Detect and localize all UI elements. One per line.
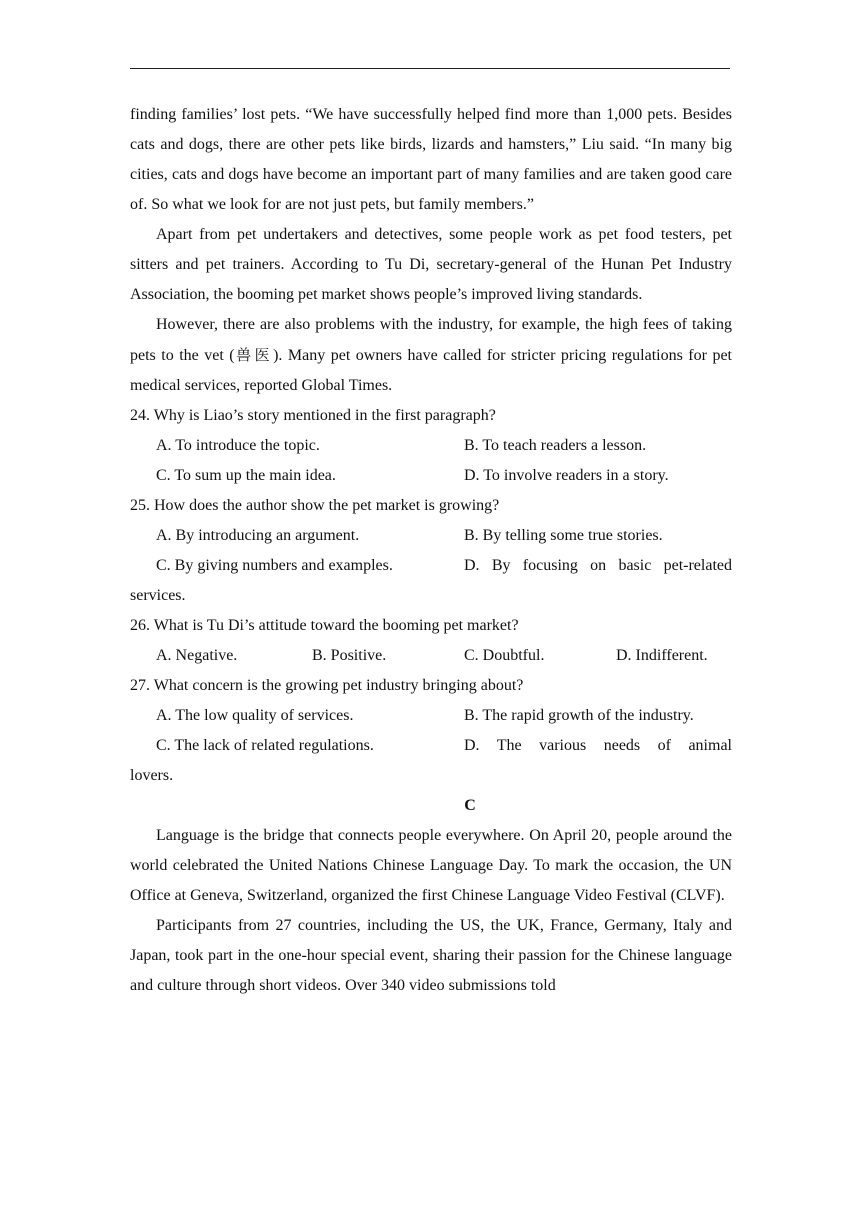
option-c[interactable]: C. To sum up the main idea. xyxy=(156,467,336,484)
question-27 xyxy=(130,671,732,791)
question-26 xyxy=(130,611,732,671)
option-c[interactable]: C. By giving numbers and examples. xyxy=(156,557,393,574)
passage-c-paragraph-1: Language is the bridge that connects people everywhere. On April 20, people around the world celebrated the United Nations Chinese Language Day. To mark the occasion, the UN Office at Geneva, Switzerland, organized the first Chinese Language Video Festival (CLVF). xyxy=(130,827,732,904)
question-25 xyxy=(130,491,732,611)
options xyxy=(130,701,732,761)
passage-b-paragraph-1: finding families’ lost pets. “We have successfully helped find more than 1,000 pets. Besides cats and dogs, there are other pets like birds, lizards and hamsters,” Liu said. “In many big cities, cats and dogs have become an important part of many families and are taken good care of. So what we look for are not just pets, but family members.” xyxy=(130,106,732,213)
option-b[interactable]: B. By telling some true stories. xyxy=(464,527,663,544)
option-a[interactable]: A. Negative. xyxy=(156,647,238,664)
option-a[interactable]: A. To introduce the topic. xyxy=(156,437,320,454)
option-d-continuation: services. xyxy=(130,587,186,604)
option-d[interactable]: D. Indifferent. xyxy=(616,647,708,664)
question-24 xyxy=(130,401,732,491)
option-c[interactable]: C. The lack of related regulations. xyxy=(156,737,374,754)
header-rule xyxy=(130,68,730,69)
option-b[interactable]: B. The rapid growth of the industry. xyxy=(464,707,694,724)
option-a[interactable]: A. The low quality of services. xyxy=(156,707,354,724)
question-stem: 25. How does the author show the pet market is growing? xyxy=(130,497,500,514)
paragraph-3-text-a: However, there are also problems with the industry, for example, the high fees of taking pets to the vet ( xyxy=(130,316,732,364)
page-content xyxy=(130,100,732,1001)
option-c[interactable]: C. Doubtful. xyxy=(464,647,545,664)
passage-b-paragraph-3 xyxy=(130,310,732,401)
question-stem: 26. What is Tu Di’s attitude toward the booming pet market? xyxy=(130,617,519,634)
option-d-continuation: lovers. xyxy=(130,767,174,784)
option-d[interactable]: D. The various needs of animal xyxy=(464,737,732,754)
paragraph-3-text-b: ). Many pet owners have called for stricter pricing regulations for pet medical services, reported Global Times. xyxy=(130,347,732,394)
options xyxy=(130,641,732,671)
question-stem: 24. Why is Liao’s story mentioned in the first paragraph? xyxy=(130,407,496,424)
passage-b-paragraph-2: Apart from pet undertakers and detectives, some people work as pet food testers, pet sitters and pet trainers. According to Tu Di, secretary-general of the Hunan Pet Industry Association, the booming pet market shows people’s improved living standards. xyxy=(130,226,732,303)
section-heading: C xyxy=(464,797,476,814)
option-d[interactable]: D. By focusing on basic pet-related xyxy=(464,557,732,574)
passage-c-paragraph-2: Participants from 27 countries, including the US, the UK, France, Germany, Italy and Japan, took part in the one-hour special event, sharing their passion for the Chinese language and culture through short videos. Over 340 video submissions told xyxy=(130,917,732,994)
options xyxy=(130,521,732,581)
option-a[interactable]: A. By introducing an argument. xyxy=(156,527,360,544)
options xyxy=(130,431,732,491)
question-stem: 27. What concern is the growing pet industry bringing about? xyxy=(130,677,524,694)
option-d[interactable]: D. To involve readers in a story. xyxy=(464,467,669,484)
option-b[interactable]: B. To teach readers a lesson. xyxy=(464,437,647,454)
chinese-gloss: 兽医 xyxy=(234,346,274,364)
option-b[interactable]: B. Positive. xyxy=(312,647,387,664)
